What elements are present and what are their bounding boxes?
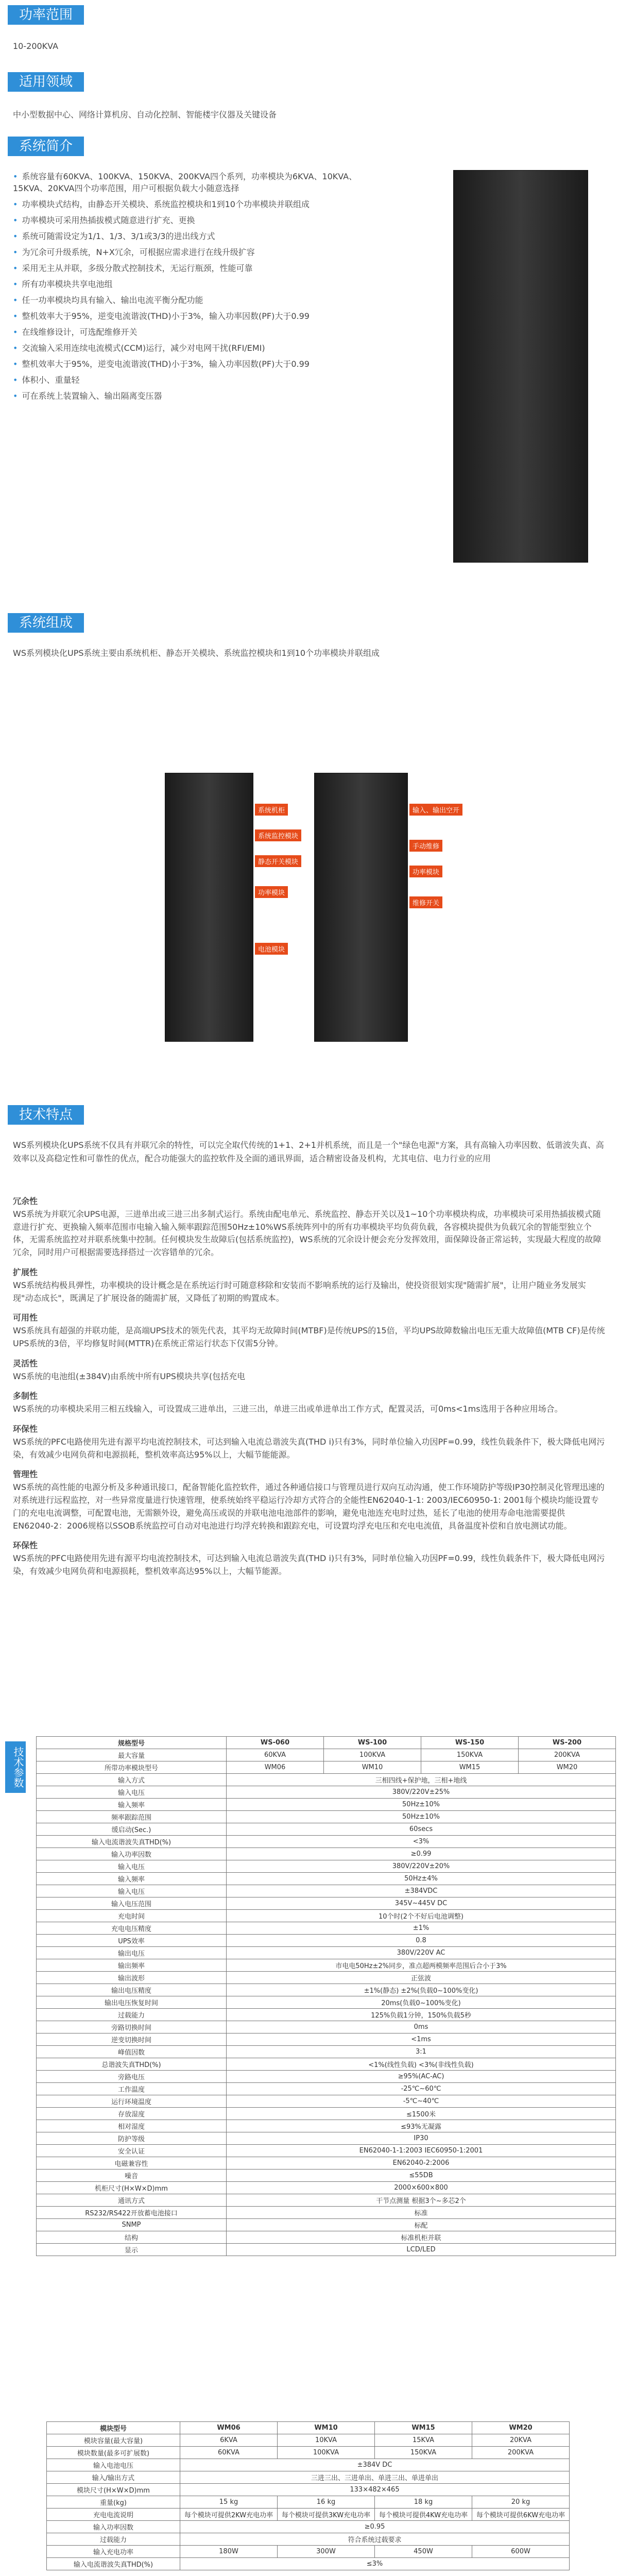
table-cell: 50Hz±10%: [227, 1811, 616, 1823]
feature-text: WS系统的高性能的电源分析及多种通讯接口，配备智能化监控软件，通过各种通信接口与管理员进行双向互动沟通，使工作环境防护等级IP30控制灵化管理迅速的对系统进行远程监控，对一些异常度量进行快速管理，使系统始终平稳运行冷却方式符合的全能性EN62040-1-1: 2003/IEC60950-1: 2001每个模块均能设置专门的充电电流调整，可配置电池，无需额外设，避免高压或误的并联电池电池部件的影响，避免电池连充电时过热，延长了电池的使用寿命电池需要提供EN62040-2：2006规格以SSOB系统监控可自动对电池进行均浮充转换和跟踪充电，可设置均浮充电压和充电电流值，具备温度补偿和自放电测试功能。: [13, 1482, 605, 1531]
table-header-cell: WS-200: [519, 1737, 616, 1749]
table-cell: 125%负载1分钟，150%负载5秒: [227, 2009, 616, 2021]
table-cell: 充电电流说明: [47, 2509, 180, 2521]
table-row: [37, 2095, 616, 2108]
feature-title: 多制性: [13, 1391, 38, 1401]
table-cell: 三进三出、三进单出、单进三出、单进单出: [180, 2471, 570, 2484]
table-cell: 15KVA: [375, 2434, 472, 2447]
ups-cabinet-image: [453, 170, 588, 563]
table-cell: 10个时(2个不好后电池调整): [227, 1910, 616, 1922]
table-cell: 2000×600×800: [227, 2182, 616, 2194]
table-row: [47, 2471, 570, 2484]
table-cell: 输入电压: [37, 1885, 227, 1897]
table-row: [37, 2009, 616, 2021]
spec-side-tab: 技术参数: [5, 1741, 26, 1793]
power-range-header: 功率范围: [8, 5, 84, 25]
table-row: [37, 1935, 616, 1947]
callout-left-2: 系统监控模块: [255, 829, 301, 841]
table-header-cell: WM20: [472, 2422, 570, 2434]
feature-title: 扩展性: [13, 1267, 38, 1277]
table-header-cell: WM10: [278, 2422, 375, 2434]
features-header: 技术特点: [8, 1105, 84, 1125]
table-cell: 模块容量(最大容量): [47, 2434, 180, 2447]
module-table-element: [46, 2421, 570, 2570]
table-cell: 输入电池电压: [47, 2459, 180, 2471]
table-cell: 模块数量(最多可扩展数): [47, 2447, 180, 2459]
table-cell: 输入功率因数: [47, 2521, 180, 2533]
table-cell: <1%(线性负载) <3%(非线性负载): [227, 2058, 616, 2071]
intro-item: • 所有功率模块共享电池组: [13, 278, 384, 290]
table-cell: SNMP: [37, 2219, 227, 2231]
table-cell: 380V/220V AC: [227, 1947, 616, 1959]
table-cell: 干节点测量 根据3个~多芯2个: [227, 2194, 616, 2207]
table-cell: 50Hz±10%: [227, 1799, 616, 1811]
feature-text: WS系统为并联冗余UPS电源，三进单出或三进三出多制式运行。系统由配电单元、系统监控、静态开关以及1~10个功率模块构成，功率模块可采用热插拔模式随意进行扩充、更换输入频率范围市电输入输入频率跟踪范围50Hz±10%WS系统阵列中的所有功率模块平均负荷负载，各容模块提供为负载冗余的智能型独立个体，无需系统监控对并联系统集中控制。任何模块发生故障后(包括系统监控)，WS系统的冗余设计便会充分发挥效用，面保障设备正常运转，实现最大程度的故障冗余，同时用户可根据需要选择搭过一次容错单的冗余。: [13, 1209, 602, 1258]
callout-right-2: 手动维修: [409, 840, 442, 852]
table-cell: 600W: [472, 2546, 570, 2558]
features-intro: WS系列模块化UPS系统不仅具有并联冗余的特性，可以完全取代传统的1+1、2+1并机系统，而且是一个"绿色电源"方案，具有高输入功率因数、低谐波失真、高效率以及高稳定性和可靠性的优点，配合功能强大的监控软件及全面的通讯界面，适合精密设备及机构，尤其电信、电力行业的应用: [13, 1140, 604, 1163]
table-header-cell: WM06: [180, 2422, 278, 2434]
intro-item: • 功率模块可采用热插拔模式随意进行扩充、更换: [13, 214, 384, 226]
spec-table: [36, 1736, 616, 2256]
table-cell: 200KVA: [519, 1749, 616, 1761]
table-cell: 200KVA: [472, 2447, 570, 2459]
table-cell: <1ms: [227, 2033, 616, 2046]
table-row: [47, 2447, 570, 2459]
table-row: [37, 2108, 616, 2120]
table-cell: 133×482×465: [180, 2484, 570, 2496]
table-cell: 安全认证: [37, 2145, 227, 2157]
callout-left-1: 系统机柜: [255, 804, 288, 816]
table-cell: 180W: [180, 2546, 278, 2558]
table-cell: 总谐波失真THD(%): [37, 2058, 227, 2071]
table-cell: 380V/220V±20%: [227, 1860, 616, 1873]
table-row: [37, 2033, 616, 2046]
table-row: [37, 2083, 616, 2095]
callout-left-5: 电池模块: [255, 943, 288, 955]
table-cell: EN62040-2:2006: [227, 2157, 616, 2170]
table-cell: 20KVA: [472, 2434, 570, 2447]
table-cell: 每个模块可提供3KW充电功率: [278, 2509, 375, 2521]
table-header-cell: WS-150: [421, 1737, 519, 1749]
intro-item: • 整机效率大于95%，逆变电流谐波(THD)小于3%，输入功率因数(PF)大于0.99: [13, 310, 384, 321]
feature-title: 灵活性: [13, 1358, 38, 1368]
table-row: [37, 1972, 616, 1984]
table-cell: 输入电压范围: [37, 1897, 227, 1910]
table-row: [37, 1774, 616, 1786]
spec-table-element: [36, 1736, 616, 2256]
table-row: [47, 2533, 570, 2546]
callout-right-1: 输入、输出空开: [409, 804, 462, 816]
table-row: [37, 2219, 616, 2231]
intro-item: • 在线维修设计，可选配维修开关: [13, 326, 384, 337]
table-row: [37, 2021, 616, 2033]
feature-text: WS系统具有超强的并联功能，是高端UPS技术的领先代表，其平均无故障时间(MTBF)是传统UPS的15倍，平均UPS故障数输出电压无重大故障值(MTB CF)是传统UPS系统的3倍，平均修复时间(MTTR)在系统正常运行状态下仅需5分钟。: [13, 1326, 605, 1348]
feature-text: WS系统的功率模块采用三相五线输入，可设置成三进单出，三进三出，单进三出或单进单出工作方式，配置灵活，可0ms<1ms选用于各种应用场合。: [13, 1404, 563, 1414]
table-cell: RS232/RS422开放蓄电池接口: [37, 2207, 227, 2219]
cabinet-front-image: [165, 773, 253, 1042]
intro-item: • 任一功率模块均具有输入、输出电流平衡分配功能: [13, 294, 384, 306]
callout-right-3: 功率模块: [409, 866, 442, 877]
composition-text: WS系列模块化UPS系统主要由系统机柜、静态开关模块、系统监控模块和1到10个功率模块并联组成: [13, 648, 380, 658]
table-cell: 逆变切换时间: [37, 2033, 227, 2046]
table-row: [37, 1947, 616, 1959]
table-cell: 100KVA: [324, 1749, 421, 1761]
table-cell: 50Hz±4%: [227, 1873, 616, 1885]
table-row: [37, 2207, 616, 2219]
table-cell: ±1%: [227, 1922, 616, 1935]
table-cell: 输入频率: [37, 1799, 227, 1811]
table-cell: 450W: [375, 2546, 472, 2558]
application-text: 中小型数据中心、网络计算机房、自动化控制、智能楼宇仪器及关键设备: [13, 110, 277, 120]
table-cell: 每个模块可提供6KW充电功率: [472, 2509, 570, 2521]
table-cell: EN62040-1-1:2003 IEC60950-1:2001: [227, 2145, 616, 2157]
table-row: [37, 1959, 616, 1972]
table-row: [37, 2231, 616, 2244]
feature-title: 冗余性: [13, 1196, 38, 1206]
table-row: [37, 1786, 616, 1799]
intro-item: • 整机效率大于95%，逆变电流谐波(THD)小于3%，输入功率因数(PF)大于0.99: [13, 358, 384, 369]
table-cell: 通讯方式: [37, 2194, 227, 2207]
table-cell: LCD/LED: [227, 2244, 616, 2256]
cabinet-open-image: [314, 773, 408, 1042]
table-cell: WM06: [227, 1761, 324, 1774]
feature-title: 环保性: [13, 1540, 38, 1551]
table-cell: 市电电50Hz±2%同步，准点超两模频率范围后合小于3%: [227, 1959, 616, 1972]
table-cell: 过载能力: [47, 2533, 180, 2546]
table-header-cell: 规格型号: [37, 1737, 227, 1749]
table-cell: 相对湿度: [37, 2120, 227, 2132]
table-row: [47, 2496, 570, 2509]
table-cell: 过载能力: [37, 2009, 227, 2021]
table-row: [37, 2145, 616, 2157]
table-cell: 输入充电功率: [47, 2546, 180, 2558]
table-row: [37, 2244, 616, 2256]
table-header-row: [47, 2422, 570, 2434]
table-row: [37, 1811, 616, 1823]
table-cell: WM20: [519, 1761, 616, 1774]
table-header-row: [37, 1737, 616, 1749]
composition-diagram: [165, 773, 484, 1041]
table-cell: 输入/输出方式: [47, 2471, 180, 2484]
table-cell: 峰值因数: [37, 2046, 227, 2058]
table-cell: 每个模块可提供4KW充电功率: [375, 2509, 472, 2521]
table-row: [37, 1860, 616, 1873]
intro-item: • 采用无主从并联，多级分散式控制技术，无运行瓶颈，性能可靠: [13, 262, 384, 274]
table-cell: -25℃~60℃: [227, 2083, 616, 2095]
table-cell: 输出电压: [37, 1947, 227, 1959]
intro-item: • 交流输入采用连续电流模式(CCM)运行，减少对电网干扰(RFI/EMI): [13, 342, 384, 353]
table-cell: 380V/220V±25%: [227, 1786, 616, 1799]
table-cell: UPS效率: [37, 1935, 227, 1947]
table-cell: 电磁兼容性: [37, 2157, 227, 2170]
table-row: [37, 1922, 616, 1935]
table-cell: ≥95%(AC-AC): [227, 2071, 616, 2083]
table-cell: 输出电压恢复时间: [37, 1996, 227, 2009]
table-row: [37, 2046, 616, 2058]
table-cell: 防护等级: [37, 2132, 227, 2145]
feature-block: [13, 1195, 605, 1259]
table-row: [37, 1897, 616, 1910]
table-cell: WM10: [324, 1761, 421, 1774]
table-row: [47, 2509, 570, 2521]
intro-list: [13, 170, 384, 405]
table-cell: ≤55DB: [227, 2170, 616, 2182]
table-cell: ±384V DC: [180, 2459, 570, 2471]
feature-text: WS系统的PFC电路使用先进有源平均电流控制技术，可达到输入电流总谐波失真(THD i)只有3%，同时单位输入功因PF=0.99，线性负载条件下，极大降低电网污染，有效减少电网负荷和电源损耗，整机效率高达95%以上，大幅节能源。: [13, 1553, 605, 1576]
table-cell: 每个模块可提供2KW充电功率: [180, 2509, 278, 2521]
table-cell: 16 kg: [278, 2496, 375, 2509]
table-cell: 机柜尺寸(H×W×D)mm: [37, 2182, 227, 2194]
table-cell: 缓启动(Sec.): [37, 1823, 227, 1836]
table-cell: 输入频率: [37, 1873, 227, 1885]
table-row: [37, 2120, 616, 2132]
table-cell: 三相四线+保护地，三相+地线: [227, 1774, 616, 1786]
table-row: [37, 2157, 616, 2170]
table-row: [47, 2459, 570, 2471]
table-cell: 输入电流谐波失真THD(%): [47, 2558, 180, 2570]
table-row: [37, 2071, 616, 2083]
table-cell: 充电电压精度: [37, 1922, 227, 1935]
table-cell: 输入电流谐波失真THD(%): [37, 1836, 227, 1848]
table-cell: 18 kg: [375, 2496, 472, 2509]
feature-block: [13, 1312, 605, 1350]
feature-block: [13, 1539, 605, 1578]
table-row: [47, 2484, 570, 2496]
feature-block: [13, 1468, 605, 1532]
composition-header: 系统组成: [8, 613, 84, 633]
table-cell: 充电时间: [37, 1910, 227, 1922]
table-cell: 标准机柜并联: [227, 2231, 616, 2244]
table-cell: 标配: [227, 2219, 616, 2231]
table-row: [37, 2058, 616, 2071]
intro-item: • 为冗余可升级系统，N+X冗余，可根据应需求进行在线升级扩容: [13, 246, 384, 258]
table-header-cell: WM15: [375, 2422, 472, 2434]
table-row: [37, 1749, 616, 1761]
table-cell: 重量(kg): [47, 2496, 180, 2509]
intro-item: • 可在系统上装置输入、输出隔离变压器: [13, 389, 384, 401]
table-row: [37, 2170, 616, 2182]
intro-header: 系统简介: [8, 137, 84, 156]
table-cell: 所带功率模块型号: [37, 1761, 227, 1774]
feature-block: [13, 1266, 605, 1304]
table-cell: ≥0.95: [180, 2521, 570, 2533]
table-row: [37, 2182, 616, 2194]
table-cell: 标准: [227, 2207, 616, 2219]
table-cell: 输出波形: [37, 1972, 227, 1984]
feature-block: [13, 1423, 605, 1461]
table-cell: -5℃~40℃: [227, 2095, 616, 2108]
table-cell: ±1%(静态) ±2%(负载0~100%变化): [227, 1984, 616, 1996]
table-cell: 0.8: [227, 1935, 616, 1947]
table-cell: 输出电压精度: [37, 1984, 227, 1996]
feature-title: 环保性: [13, 1423, 38, 1434]
feature-text: WS系统结构极具弹性，功率模块的设计概念是在系统运行时可随意移除和安装而不影响系统的运行及输出，使投资很划实现"随需扩展"，让用户随业务发展实现"动态成长"，既满足了扩展设备的随需扩展，又降低了初期的购置成本。: [13, 1280, 586, 1303]
table-cell: ≤1500米: [227, 2108, 616, 2120]
table-row: [37, 1823, 616, 1836]
table-cell: 输入电压: [37, 1860, 227, 1873]
application-header: 适用领域: [8, 72, 84, 92]
table-cell: 工作温度: [37, 2083, 227, 2095]
table-cell: 运行环境温度: [37, 2095, 227, 2108]
table-row: [37, 1885, 616, 1897]
table-cell: 0ms: [227, 2021, 616, 2033]
table-row: [37, 2132, 616, 2145]
table-cell: 输出频率: [37, 1959, 227, 1972]
table-cell: 150KVA: [375, 2447, 472, 2459]
intro-item: • 功率模块式结构，由静态开关模块、系统监控模块和1到10个功率模块并联组成: [13, 198, 384, 210]
table-cell: 旁路切换时间: [37, 2021, 227, 2033]
table-row: [47, 2521, 570, 2533]
callout-right-4: 维修开关: [409, 896, 442, 908]
table-row: [37, 1799, 616, 1811]
table-row: [37, 1984, 616, 1996]
intro-item: • 系统可随需设定为1/1、1/3、3/1或3/3的进出线方式: [13, 230, 384, 242]
table-cell: 模块尺寸(H×W×D)mm: [47, 2484, 180, 2496]
table-cell: 噪音: [37, 2170, 227, 2182]
intro-item: • 系统容量有60KVA、100KVA、150KVA、200KVA四个系列，功率模块为6KVA、10KVA、15KVA、20KVA四个功率范围，用户可根据负载大小随意选择: [13, 170, 384, 194]
feature-block: [13, 1390, 605, 1416]
table-cell: 100KVA: [278, 2447, 375, 2459]
table-row: [37, 1836, 616, 1848]
table-cell: 10KVA: [278, 2434, 375, 2447]
power-range-value: 10-200KVA: [13, 41, 59, 51]
table-cell: 存放湿度: [37, 2108, 227, 2120]
table-cell: 150KVA: [421, 1749, 519, 1761]
feature-block: [13, 1358, 605, 1383]
table-row: [37, 1761, 616, 1774]
table-cell: 300W: [278, 2546, 375, 2558]
table-cell: ≤93%无凝露: [227, 2120, 616, 2132]
table-cell: 15 kg: [180, 2496, 278, 2509]
table-cell: 345V~445V DC: [227, 1897, 616, 1910]
table-row: [37, 1873, 616, 1885]
table-cell: 输入方式: [37, 1774, 227, 1786]
table-cell: 3:1: [227, 2046, 616, 2058]
table-cell: 输入功率因数: [37, 1848, 227, 1860]
callout-left-3: 静态开关模块: [255, 855, 301, 867]
table-cell: ≥0.99: [227, 1848, 616, 1860]
table-cell: 结构: [37, 2231, 227, 2244]
table-header-cell: 模块型号: [47, 2422, 180, 2434]
table-cell: 旁路电压: [37, 2071, 227, 2083]
table-cell: 符合系统过载要求: [180, 2533, 570, 2546]
table-row: [37, 1996, 616, 2009]
table-cell: 频率跟踪范围: [37, 1811, 227, 1823]
table-cell: 最大容量: [37, 1749, 227, 1761]
feature-title: 可用性: [13, 1313, 38, 1323]
table-cell: 正弦波: [227, 1972, 616, 1984]
table-row: [37, 2194, 616, 2207]
table-cell: IP30: [227, 2132, 616, 2145]
table-cell: ±384VDC: [227, 1885, 616, 1897]
feature-text: WS系统的电池组(±384V)由系统中所有UPS模块共享(包括充电: [13, 1371, 246, 1381]
table-cell: 显示: [37, 2244, 227, 2256]
module-table: [46, 2421, 570, 2570]
feature-title: 管理性: [13, 1469, 38, 1480]
table-cell: WM15: [421, 1761, 519, 1774]
callout-left-4: 功率模块: [255, 886, 288, 898]
table-row: [37, 1848, 616, 1860]
table-row: [47, 2546, 570, 2558]
intro-item: • 体积小、重量轻: [13, 374, 384, 385]
table-cell: 60KVA: [180, 2447, 278, 2459]
table-header-cell: WS-100: [324, 1737, 421, 1749]
table-cell: 20ms(负载0~100%变化): [227, 1996, 616, 2009]
table-cell: 6KVA: [180, 2434, 278, 2447]
feature-text: WS系统的PFC电路使用先进有源平均电流控制技术，可达到输入电流总谐波失真(THD i)只有3%，同时单位输入功因PF=0.99，线性负载条件下，极大降低电网污染，有效减少电网负荷和电源损耗，整机效率高达95%以上，大幅节能能源。: [13, 1436, 605, 1460]
table-row: [47, 2434, 570, 2447]
table-cell: <3%: [227, 1836, 616, 1848]
table-header-cell: WS-060: [227, 1737, 324, 1749]
table-cell: 输入电压: [37, 1786, 227, 1799]
table-row: [37, 1910, 616, 1922]
features-blocks: [13, 1195, 605, 1585]
table-cell: 60KVA: [227, 1749, 324, 1761]
table-cell: 20 kg: [472, 2496, 570, 2509]
table-cell: 60secs: [227, 1823, 616, 1836]
table-row: [47, 2558, 570, 2570]
table-cell: ≤3%: [180, 2558, 570, 2570]
